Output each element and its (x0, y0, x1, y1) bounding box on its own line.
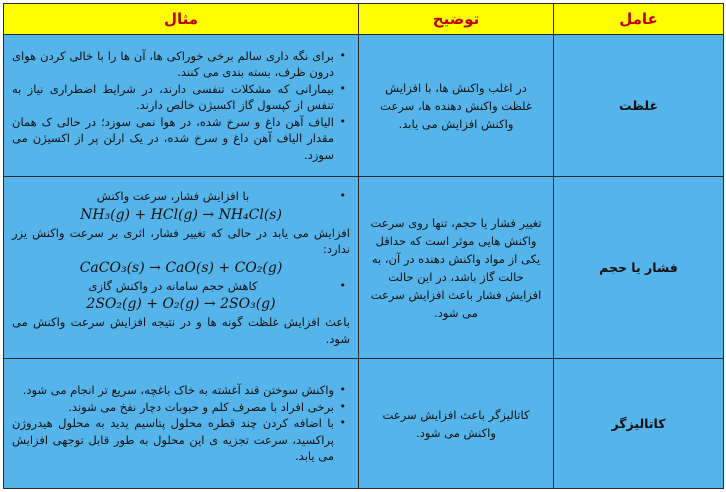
factor-cell: فشار یا حجم (554, 177, 724, 359)
example-item: • برخی افراد با مصرف کلم و حبوبات دچار نفخ می شوند. (12, 399, 334, 416)
factor-cell: کاتالیزگر (554, 359, 724, 489)
description-cell: در اغلب واکنش ها، با افزایش غلظت واکنش دهنده ها، سرعت واکنش افزایش می یابد. (359, 35, 554, 177)
header-example: مثال (4, 4, 359, 35)
description-cell: تغییر فشار یا حجم، تنها روی سرعت واکنش هایی موثر است که حداقل یکی از مواد واکنش دهنده در آن، به حالت گاز باشد، در این حالت افزایش فشار باعث افزایش سرعت می شود. (359, 177, 554, 359)
equation-sulfur-trioxide: 2SO₂(g) + O₂(g) → 2SO₃(g) (86, 296, 276, 312)
example-text: افزایش می یابد در حالی که تغییر فشار، اثری بر سرعت واکنش یزر ندارد: (12, 225, 350, 256)
header-row (4, 4, 724, 35)
example-item: • با اضافه کردن چند قطره محلول پتاسیم یدید به محلول هیدروژن پراکسید، سرعت تجزیه ی این محلول به طور قابل توجهی افزایش می یابد. (12, 415, 334, 465)
example-list (12, 382, 350, 465)
example-item: • کاهش حجم سامانه در واکنش گازی (12, 278, 334, 295)
header-description: توضیح (359, 4, 554, 35)
example-list (12, 278, 350, 295)
factor-cell: غلظت (554, 35, 724, 177)
description-cell: کاتالیزگر باعث افزایش سرعت واکنش می شود. (359, 359, 554, 489)
table-row-pressure-volume (4, 177, 724, 359)
example-list (12, 188, 350, 205)
example-item: • بیمارانی که مشکلات تنفسی دارند، در شرایط اضطراری نیاز به تنفس از کپسول گاز اکسیژن خالص دارند. (12, 81, 334, 114)
example-cell (4, 359, 359, 489)
example-item: • واکنش سوختن قند آغشته به خاک باغچه، سریع تر انجام می شود. (12, 382, 334, 399)
equation-calcium-carbonate: CaCO₃(s) → CaO(s) + CO₂(g) (79, 259, 283, 276)
example-list (12, 48, 350, 164)
table-row-concentration (4, 35, 724, 177)
equation-ammonium-chloride: NH₃(g) + HCl(g) → NH₄Cl(s) (80, 206, 282, 223)
header-factor: عامل (554, 4, 724, 35)
table-row-catalyst (4, 359, 724, 489)
example-item: • الیاف آهن داغ و سرخ شده، در هوا نمی سوزد؛ در حالی ک همان مقدار الیاف آهن داغ و سرخ شده، در یک ارلن پر از اکسیژن می سوزد. (12, 114, 334, 164)
example-cell (4, 177, 359, 359)
example-text: باعث افزایش غلظت گونه ها و در نتیجه افزایش سرعت واکنش می شود. (12, 315, 350, 346)
factors-table-container (3, 3, 723, 489)
example-item: • با افزایش فشار، سرعت واکنش (12, 188, 334, 205)
reaction-rate-factors-table (3, 3, 724, 489)
example-cell (4, 35, 359, 177)
example-item: • برای نگه داری سالم برخی خوراکی ها، آن ها را با خالی کردن هوای درون ظرف، بسته بندی می کنند. (12, 48, 334, 81)
